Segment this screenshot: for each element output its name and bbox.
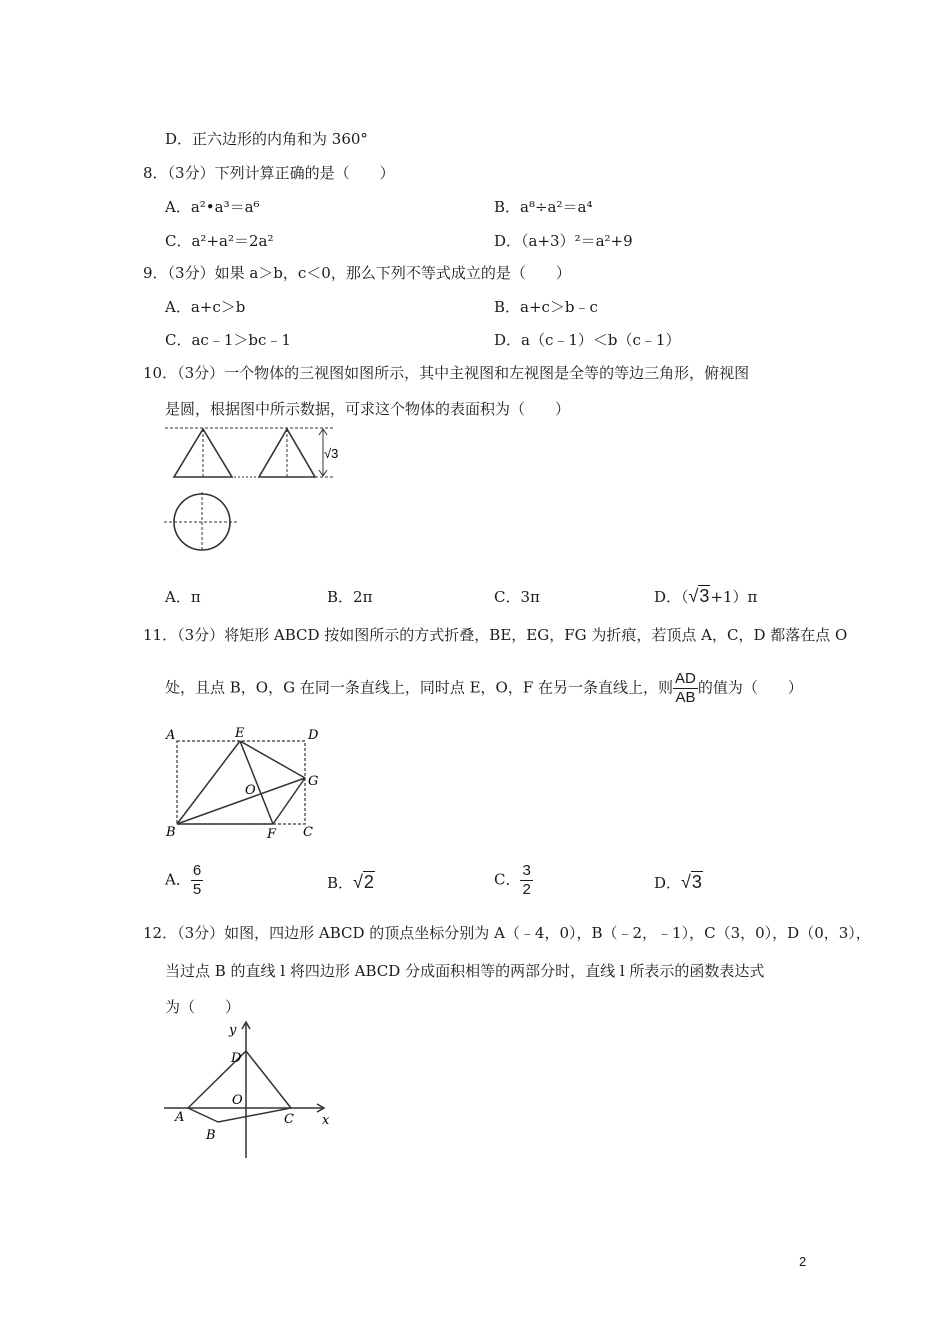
q12-stem-line3: 为（ ） (165, 998, 241, 1016)
q12-stem-line1: 12．（3分）如图，四边形 ABCD 的顶点坐标分别为 A（﹣4，0），B（﹣2，﹣1），C（3，0），D（0，3）， (143, 924, 871, 942)
q9-option-a: A．a+c＞b (165, 298, 246, 316)
q10-option-b: B．2π (327, 588, 373, 606)
label-b: B (206, 1128, 216, 1143)
label-o: O (232, 1093, 243, 1108)
sqrt-symbol: √3 (681, 872, 702, 892)
q10-stem-line2: 是圆，根据图中所示数据，可求这个物体的表面积为（ ） (165, 400, 571, 418)
q10-option-d: D．（√3+1）π (654, 586, 758, 606)
q11-fold-rectangle-figure (160, 720, 340, 845)
q11-option-c: C． $\frac{3}{2}$ (494, 862, 531, 898)
q11-stem-line2: 处，且点 B，O，G 在同一条直线上，同时点 E，O，F 在另一条直线上，则 $\frac{AD}{AB}$ 的值为（ ） (165, 670, 803, 706)
label-d: D (231, 1051, 242, 1066)
q11-option-a: A． $\frac{6}{5}$ (165, 862, 202, 898)
q9-option-d: D．a（c﹣1）＜b（c﹣1） (494, 331, 681, 349)
q10-stem-line1: 10．（3分）一个物体的三视图如图所示，其中主视图和左视图是全等的等边三角形，俯视图 (143, 364, 750, 382)
q8-option-a: A．a²•a³＝a⁶ (165, 198, 260, 216)
label-f: F (267, 827, 277, 842)
page-number: 2 (799, 1254, 807, 1269)
sqrt-symbol: √2 (353, 872, 374, 892)
label-c: C (303, 825, 313, 840)
q7-option-d: D．正六边形的内角和为 360° (165, 130, 368, 148)
q8-option-d: D．（a+3）²＝a²+9 (494, 232, 633, 250)
label-c: C (284, 1112, 294, 1127)
q8-option-c: C．a²+a²＝2a² (165, 232, 274, 250)
q9-option-b: B．a+c＞b﹣c (494, 298, 598, 316)
q9-option-c: C．ac﹣1＞bc﹣1 (165, 331, 291, 349)
q12-coordinate-figure (160, 1018, 345, 1163)
q8-option-b: B．a⁸÷a²＝a⁴ (494, 198, 593, 216)
q9-stem: 9．（3分）如果 a＞b，c＜0，那么下列不等式成立的是（ ） (143, 264, 571, 282)
label-a: A (175, 1110, 185, 1125)
q10-dimension-label: √3 (324, 446, 339, 461)
q8-stem: 8．（3分）下列计算正确的是（ ） (143, 164, 395, 182)
fraction: $\frac{3}{2}$ (522, 862, 531, 898)
q10-three-view-figure (160, 420, 360, 560)
q11-option-b: B．√2 (327, 872, 374, 892)
label-b: B (166, 825, 176, 840)
sqrt-symbol: √3 (688, 586, 710, 606)
label-g: G (308, 774, 319, 789)
q11-option-d: D．√3 (654, 872, 702, 892)
q10-option-a: A．π (165, 588, 201, 606)
q10-option-c: C．3π (494, 588, 540, 606)
q12-stem-line2: 当过点 B 的直线 l 将四边形 ABCD 分成面积相等的两部分时，直线 l 所表示的函数表达式 (165, 962, 765, 980)
label-d: D (308, 728, 319, 743)
label-e: E (235, 726, 245, 741)
q11-ratio-fraction: $\frac{AD}{AB}$ (675, 670, 696, 706)
label-o: O (245, 783, 256, 798)
q11-stem-line1: 11．（3分）将矩形 ABCD 按如图所示的方式折叠，BE，EG，FG 为折痕，若顶点 A，C，D 都落在点 O (143, 626, 848, 644)
label-a: A (166, 728, 176, 743)
label-y: y (229, 1023, 237, 1038)
fraction: $\frac{6}{5}$ (192, 862, 202, 898)
label-x: x (322, 1113, 330, 1128)
